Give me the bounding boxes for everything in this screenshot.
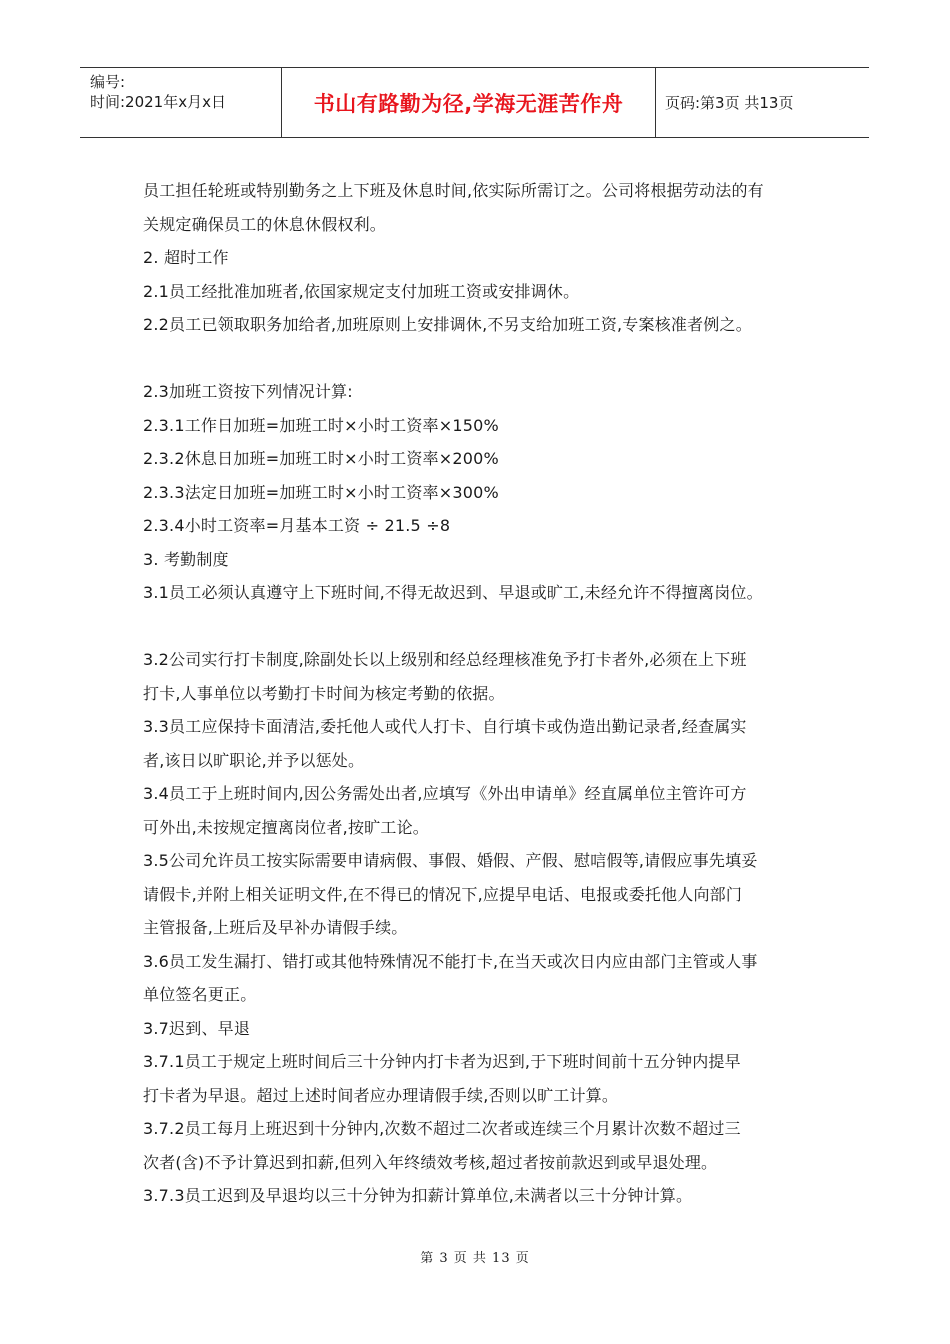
body-line: 3.3员工应保持卡面清洁,委托他人或代人打卡、自行填卡或伪造出勤记录者,经查属实 — [143, 717, 747, 736]
page-code: 页码:第3页 共13页 — [665, 94, 794, 112]
blank-line — [143, 342, 823, 376]
blank-line — [143, 610, 823, 644]
body-line: 3.1员工必须认真遵守上下班时间,不得无故迟到、早退或旷工,未经允许不得擅离岗位。 — [143, 583, 763, 602]
header-page-cell — [656, 68, 869, 137]
body-line: 3.5公司允许员工按实际需要申请病假、事假、婚假、产假、慰唁假等,请假应事先填妥 — [143, 851, 758, 870]
body-line: 2.1员工经批准加班者,依国家规定支付加班工资或安排调休。 — [143, 281, 580, 301]
formula-line: 2.3.1工作日加班=加班工时×小时工资率×150% — [143, 415, 499, 435]
body-line: 3.6员工发生漏打、错打或其他特殊情况不能打卡,在当天或次日内应由部门主管或人事 — [143, 951, 758, 971]
body-line: 主管报备,上班后及早补办请假手续。 — [143, 918, 408, 937]
body-line: 3.4员工于上班时间内,因公务需处出者,应填写《外出申请单》经直属单位主管许可方 — [143, 784, 747, 803]
body-line: 请假卡,并附上相关证明文件,在不得已的情况下,应提早电话、电报或委托他人向部门 — [143, 884, 743, 904]
body-line: 关规定确保员工的休息休假权利。 — [143, 214, 387, 234]
body-line: 者,该日以旷职论,并予以惩处。 — [143, 750, 365, 770]
body-line: 3.2公司实行打卡制度,除副处长以上级别和经总经理核准免予打卡者外,必须在上下班 — [143, 650, 747, 669]
body-line: 2.3加班工资按下列情况计算: — [143, 382, 353, 401]
document-body — [143, 174, 823, 1213]
document-header — [80, 67, 869, 138]
body-line: 2.2员工已领取职务加给者,加班原则上安排调休,不另支给加班工资,专案核准者例之。 — [143, 315, 752, 334]
body-line: 次者(含)不予计算迟到扣薪,但列入年终绩效考核,超过者按前款迟到或早退处理。 — [143, 1152, 718, 1172]
formula-line: 2.3.2休息日加班=加班工时×小时工资率×200% — [143, 449, 499, 468]
number-label: 编号: — [90, 73, 126, 91]
section-heading: 2. 超时工作 — [143, 248, 229, 267]
body-line: 单位签名更正。 — [143, 985, 257, 1004]
formula-line: 2.3.4小时工资率=月基本工资 ÷ 21.5 ÷8 — [143, 516, 451, 535]
body-line: 员工担任轮班或特别勤务之上下班及休息时间,依实际所需订之。公司将根据劳动法的有 — [143, 181, 764, 200]
body-line: 打卡者为早退。超过上述时间者应办理请假手续,否则以旷工计算。 — [143, 1085, 619, 1105]
formula-line: 2.3.3法定日加班=加班工时×小时工资率×300% — [143, 482, 499, 502]
body-line: 可外出,未按规定擅离岗位者,按旷工论。 — [143, 817, 429, 837]
body-line: 打卡,人事单位以考勤打卡时间为核定考勤的依据。 — [143, 683, 505, 703]
section-heading: 3. 考勤制度 — [143, 549, 229, 569]
slogan: 书山有路勤为径,学海无涯苦作舟 — [313, 91, 624, 116]
body-line: 3.7.1员工于规定上班时间后三十分钟内打卡者为迟到,于下班时间前十五分钟内提早 — [143, 1052, 741, 1071]
header-slogan-cell — [282, 68, 656, 137]
body-line: 3.7.3员工迟到及早退均以三十分钟为扣薪计算单位,未满者以三十分钟计算。 — [143, 1186, 693, 1205]
subsection-heading: 3.7迟到、早退 — [143, 1018, 251, 1038]
body-line: 3.7.2员工每月上班迟到十分钟内,次数不超过二次者或连续三个月累计次数不超过三 — [143, 1119, 741, 1138]
page-footer: 第 3 页 共 13 页 — [420, 1251, 530, 1266]
header-meta-cell — [80, 68, 282, 137]
time-label: 时间:2021年x月x日 — [90, 93, 226, 111]
